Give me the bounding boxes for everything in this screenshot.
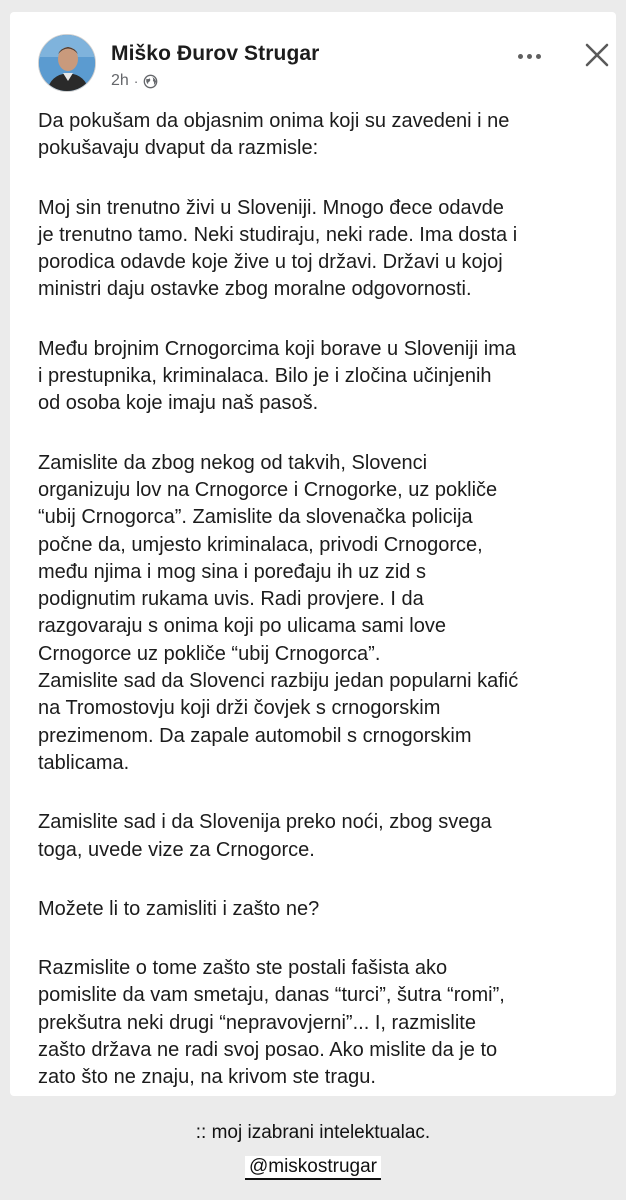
post-paragraph: Zamislite sad i da Slovenija preko noći, zbog svega toga, uvede vize za Crnogorce. <box>38 811 492 861</box>
avatar[interactable] <box>38 34 96 92</box>
story-mention <box>0 1156 626 1180</box>
post-text <box>38 108 598 1124</box>
post-time[interactable]: 2h <box>111 72 129 89</box>
meta-separator: · <box>133 73 139 89</box>
post-paragraph: Možete li to zamisliti i zašto ne? <box>38 897 320 920</box>
post-meta <box>111 72 158 90</box>
post-paragraph: Među brojnim Crnogorcima koji borave u Sloveniji ima i prestupnika, kriminalaca. Bilo je i zločina učinjenih od osoba koje imaju naš pasoš. <box>38 337 516 415</box>
author-name[interactable]: Miško Đurov Strugar <box>111 42 320 65</box>
story-caption: :: moj izabrani intelektualac. <box>195 1122 431 1143</box>
post-paragraph: Zamislite da zbog nekog od takvih, Slovenci organizuju lov na Crnogorce i Crnogorke, uz pokliče “ubij Crnogorca”. Zamislite da slovenačka policija počne da, umjesto kriminalaca, privodi Crnogorce, među njima i mog sina i poređaju ih uz zid s podignutim rukama uvis. Radi provjere. I da razgovaraju s onima koji po ulicama sami love Crnogorce uz pokliče “ubij Crnogorca”. Zamislite sad da Slovenci razbiju jedan popularni kafić na Tromostovju koji drži čovjek s crnogorskim prezimenom. Da zapale automobil s crnogorskim tablicama. <box>38 451 519 774</box>
post-paragraph: Moj sin trenutno živi u Sloveniji. Mnogo đece odavde je trenutno tamo. Neki studiraju, neki rade. Ima dosta i porodica odavde koje žive u toj državi. Državi u kojoj ministri daju ostavke zbog moralne odgovornosti. <box>38 196 518 301</box>
globe-icon <box>143 74 158 89</box>
close-icon[interactable] <box>582 40 612 70</box>
avatar-photo <box>39 35 96 92</box>
post-header <box>38 26 608 96</box>
post-card <box>10 12 616 1096</box>
post-paragraph: Razmislite o tome zašto ste postali fašista ako pomislite da vam smetaju, danas “turci”, šutra “romi”, prekšutra neki drugi “nepravovjerni”... I, razmislite zašto država ne radi svoj posao. Ako mislite da je to zato što ne znaju, na krivom ste tragu. <box>38 957 505 1089</box>
post-paragraph: Da pokušam da objasnim onima koji su zavedeni i ne pokušavaju dvaput da razmisle: <box>38 110 510 160</box>
mention-handle[interactable]: @miskostrugar <box>245 1156 381 1180</box>
more-options-icon[interactable] <box>513 46 545 66</box>
